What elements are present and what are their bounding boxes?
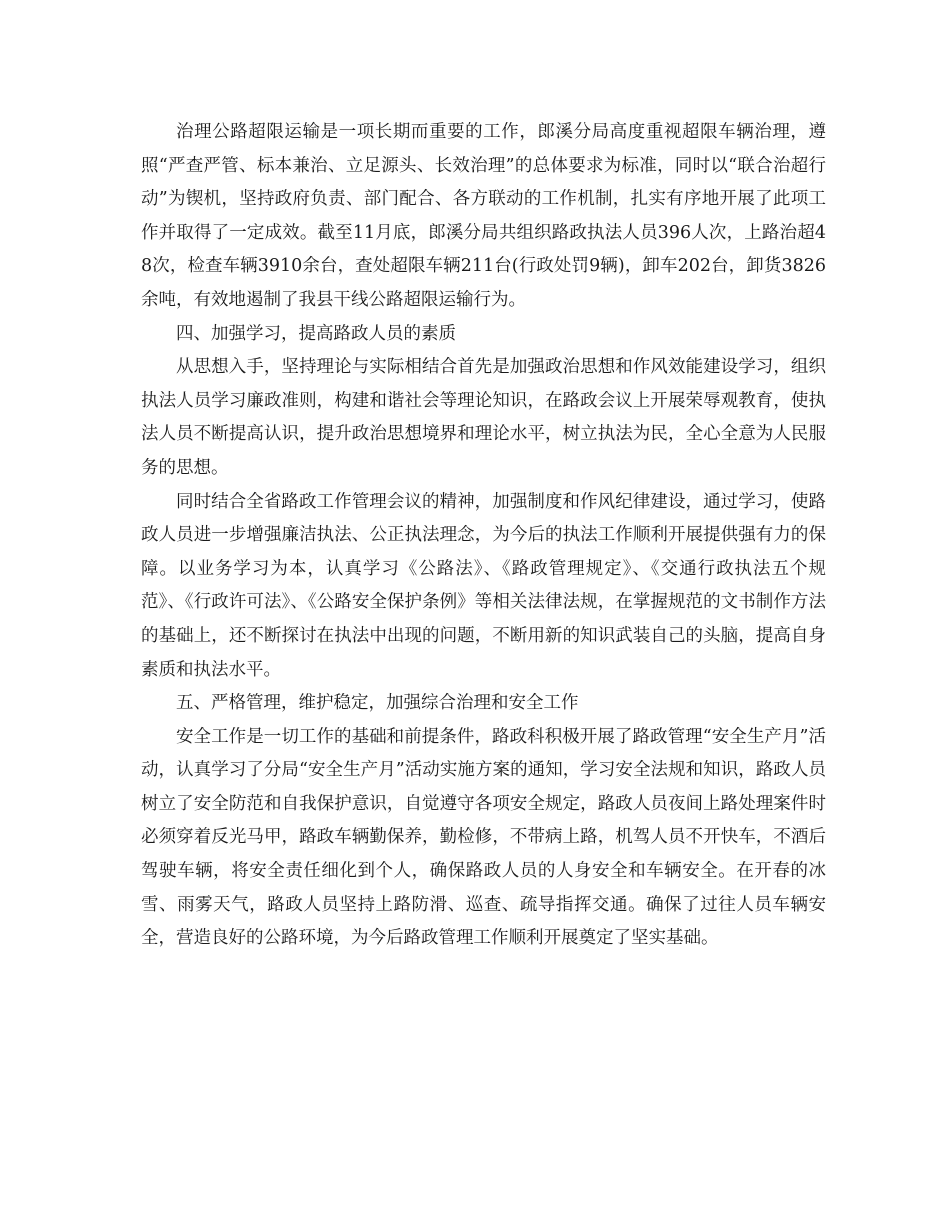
paragraph-legal-study: 同时结合全省路政工作管理会议的精神，加强制度和作风纪律建设，通过学习，使路政人员进一步增强廉洁执法、公正执法理念，为今后的执法工作顺利开展提供强有力的保障。以业务学习为本，认真学习《公路法》、《路政管理规定》、《交通行政执法五个规范》、《行政许可法》、《公路安全保护条例》等相关法律法规，在掌握规范的文书制作方法的基础上，还不断探讨在执法中出现的问题，不断用新的知识武装自己的头脑，提高自身素质和执法水平。 xyxy=(141,491,826,680)
paragraph-political-study: 从思想入手，坚持理论与实际相结合首先是加强政治思想和作风效能建设学习，组织执法人员学习廉政准则，构建和谐社会等理论知识，在路政会议上开展荣辱观教育，使执法人员不断提高认识，提升政治思想境界和理论水平，树立执法为民，全心全意为人民服务的思想。 xyxy=(141,357,826,478)
document-body xyxy=(141,116,826,956)
paragraph-safety-work: 安全工作是一切工作的基础和前提条件，路政科积极开展了路政管理“安全生产月”活动，认真学习了分局“安全生产月”活动实施方案的通知，学习安全法规和知识，路政人员树立了安全防范和自我保护意识，自觉遵守各项安全规定，路政人员夜间上路处理案件时必须穿着反光马甲，路政车辆勤保养，勤检修，不带病上路，机驾人员不开快车，不酒后驾驶车辆，将安全责任细化到个人，确保路政人员的人身安全和车辆安全。在开春的冰雪、雨雾天气，路政人员坚持上路防滑、巡查、疏导指挥交通。确保了过往人员车辆安全，营造良好的公路环境，为今后路政管理工作顺利开展奠定了坚实基础。 xyxy=(141,726,826,949)
section-heading-4: 四、加强学习，提高路政人员的素质 xyxy=(176,323,456,344)
paragraph-overload-governance: 治理公路超限运输是一项长期而重要的工作，郎溪分局高度重视超限车辆治理，遵照“严查严管、标本兼治、立足源头、长效治理”的总体要求为标准，同时以“联合治超行动”为锲机，坚持政府负责、部门配合、各方联动的工作机制，扎实有序地开展了此项工作并取得了一定成效。截至11月底，郎溪分局共组织路政执法人员396人次，上路治超48次，检查车辆3910余台，查处超限车辆211台(行政处罚9辆)，卸车202台，卸货3826余吨，有效地遏制了我县干线公路超限运输行为。 xyxy=(141,122,826,310)
section-heading-5: 五、严格管理，维护稳定，加强综合治理和安全工作 xyxy=(176,693,579,714)
